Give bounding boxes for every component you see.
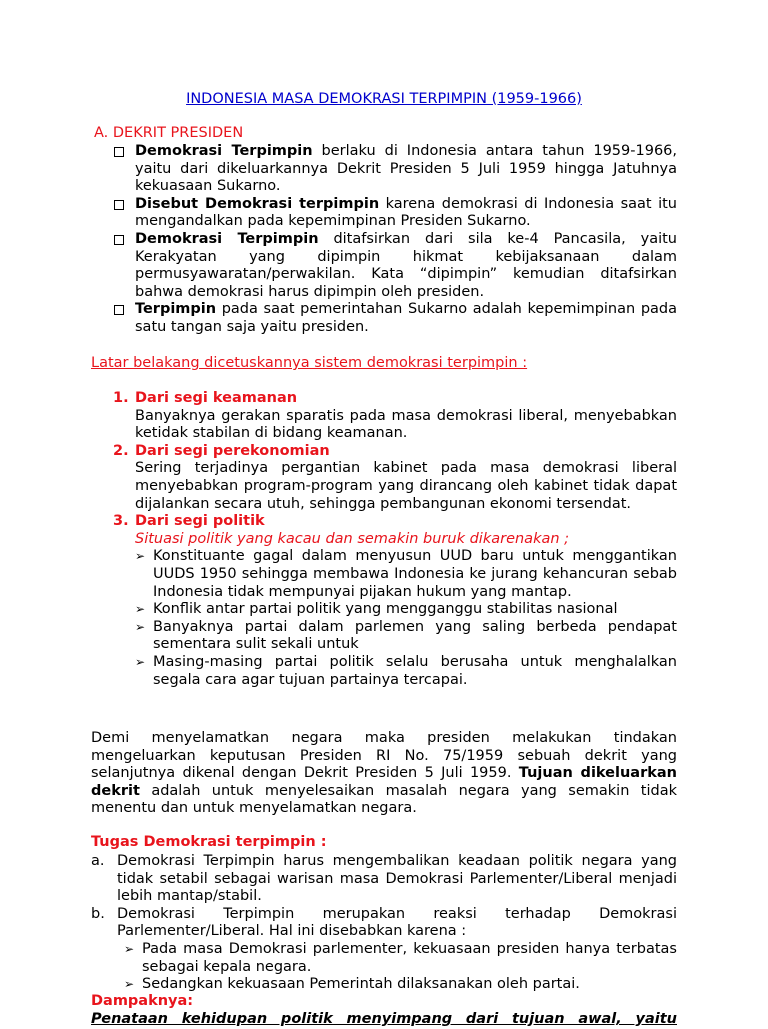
list-item: 1. Dari segi keamanan Banyaknya gerakan sparatis pada masa demokrasi liberal, menyebabkan ketidak stabilan di bidang keamanan. bbox=[113, 390, 677, 442]
dampak-text: Penataan kehidupan politik menyimpang dari tujuan awal, yaitu bbox=[91, 1011, 677, 1027]
main-paragraph: Demi menyelamatkan negara maka presiden melakukan tindakan mengeluarkan keputusan Presiden RI No. 75/1959 sebuah dekrit yang selanjutnya dikenal dengan Dekrit Presiden 5 Juli 1959. Tujuan dikeluarkan dekrit adalah untuk menyelesaikan masalah negara yang semakin tidak menentu dan untuk menyelamatkan negara. bbox=[91, 730, 677, 817]
list-item: 2. Dari segi perekonomian Sering terjadinya pergantian kabinet pada masa demokrasi liberal menyebabkan program-program yang dirancang oleh kabinet tidak dapat dijalankan secara utuh, sehingga pembangunan ekonomi tersendat. bbox=[113, 442, 677, 512]
square-bullet-icon bbox=[114, 147, 124, 157]
list-item: 3. Dari segi politik Situasi politik yang kacau dan semakin buruk dikarenakan ; bbox=[113, 513, 570, 547]
list-item: Terpimpin pada saat pemerintahan Sukarno adalah kepemimpinan pada satu tangan saja yaitu presiden. bbox=[114, 301, 677, 336]
list-item: b. Demokrasi Terpimpin merupakan reaksi terhadap Demokrasi Parlementer/Liberal. Hal ini disebabkan karena : bbox=[91, 905, 677, 940]
latar-list bbox=[113, 390, 677, 689]
tugas-sub-points bbox=[117, 941, 677, 994]
arrow-bullet-icon: ➢ bbox=[135, 602, 146, 617]
section-a-list bbox=[114, 143, 677, 337]
arrow-bullet-icon: ➢ bbox=[135, 549, 146, 564]
tugas-list bbox=[91, 853, 677, 994]
list-item: ➢ Masing-masing partai politik selalu berusaha untuk menghalalkan segala cara agar tujuan partainya tercapai. bbox=[135, 653, 677, 688]
list-item: Disebut Demokrasi terpimpin karena demokrasi di Indonesia saat itu mengandalkan pada kepemimpinan Presiden Sukarno. bbox=[114, 196, 677, 231]
square-bullet-icon bbox=[114, 305, 124, 315]
arrow-bullet-icon: ➢ bbox=[135, 654, 146, 669]
page-title: INDONESIA MASA DEMOKRASI TERPIMPIN (1959-1966) bbox=[186, 91, 582, 107]
list-item: ➢ Konstituante gagal dalam menyusun UUD baru untuk menggantikan UUDS 1950 sehingga membawa Indonesia ke jurang kehancuran sebab Indonesia tidak mempunyai pijakan hukum yang mantap. bbox=[135, 548, 677, 600]
arrow-bullet-icon: ➢ bbox=[135, 619, 146, 634]
arrow-bullet-icon: ➢ bbox=[124, 941, 135, 956]
list-item: ➢ Banyaknya partai dalam parlemen yang saling berbeda pendapat sementara sulit sekali untuk bbox=[135, 618, 677, 653]
square-bullet-icon bbox=[114, 235, 124, 245]
latar-heading: Latar belakang dicetuskannya sistem demokrasi terpimpin : bbox=[91, 355, 528, 371]
list-item: Demokrasi Terpimpin berlaku di Indonesia antara tahun 1959-1966, yaitu dari dikeluarkannya Dekrit Presiden 5 Juli 1959 hingga Jatuhnya kekuasaan Sukarno. bbox=[114, 143, 677, 196]
section-a-heading: A. DEKRIT PRESIDEN bbox=[94, 125, 244, 141]
list-item: ➢ Konflik antar partai politik yang mengganggu stabilitas nasional bbox=[135, 601, 618, 618]
arrow-bullet-icon: ➢ bbox=[124, 977, 135, 992]
dampak-heading: Dampaknya: bbox=[91, 993, 194, 1009]
list-item: ➢ Pada masa Demokrasi parlementer, kekuasaan presiden hanya terbatas sebagai kepala negara. bbox=[124, 940, 677, 975]
tugas-heading: Tugas Demokrasi terpimpin : bbox=[91, 834, 327, 850]
list-item: ➢ Sedangkan kekuasaan Pemerintah dilaksanakan oleh partai. bbox=[124, 976, 580, 993]
list-item: Demokrasi Terpimpin ditafsirkan dari sila ke-4 Pancasila, yaitu Kerakyatan yang dipimpin hikmat kebijaksanaan dalam permusyawaratan/perwakilan. Kata “dipimpin” kemudian ditafsirkan bahwa demokrasi harus dipimpin oleh presiden. bbox=[114, 231, 677, 301]
list-item: a. Demokrasi Terpimpin harus mengembalikan keadaan politik negara yang tidak setabil sebagai warisan masa Demokrasi Parlementer/Liberal menjadi lebih mantap/stabil. bbox=[91, 853, 677, 905]
politik-points bbox=[135, 548, 677, 689]
square-bullet-icon bbox=[114, 200, 124, 210]
